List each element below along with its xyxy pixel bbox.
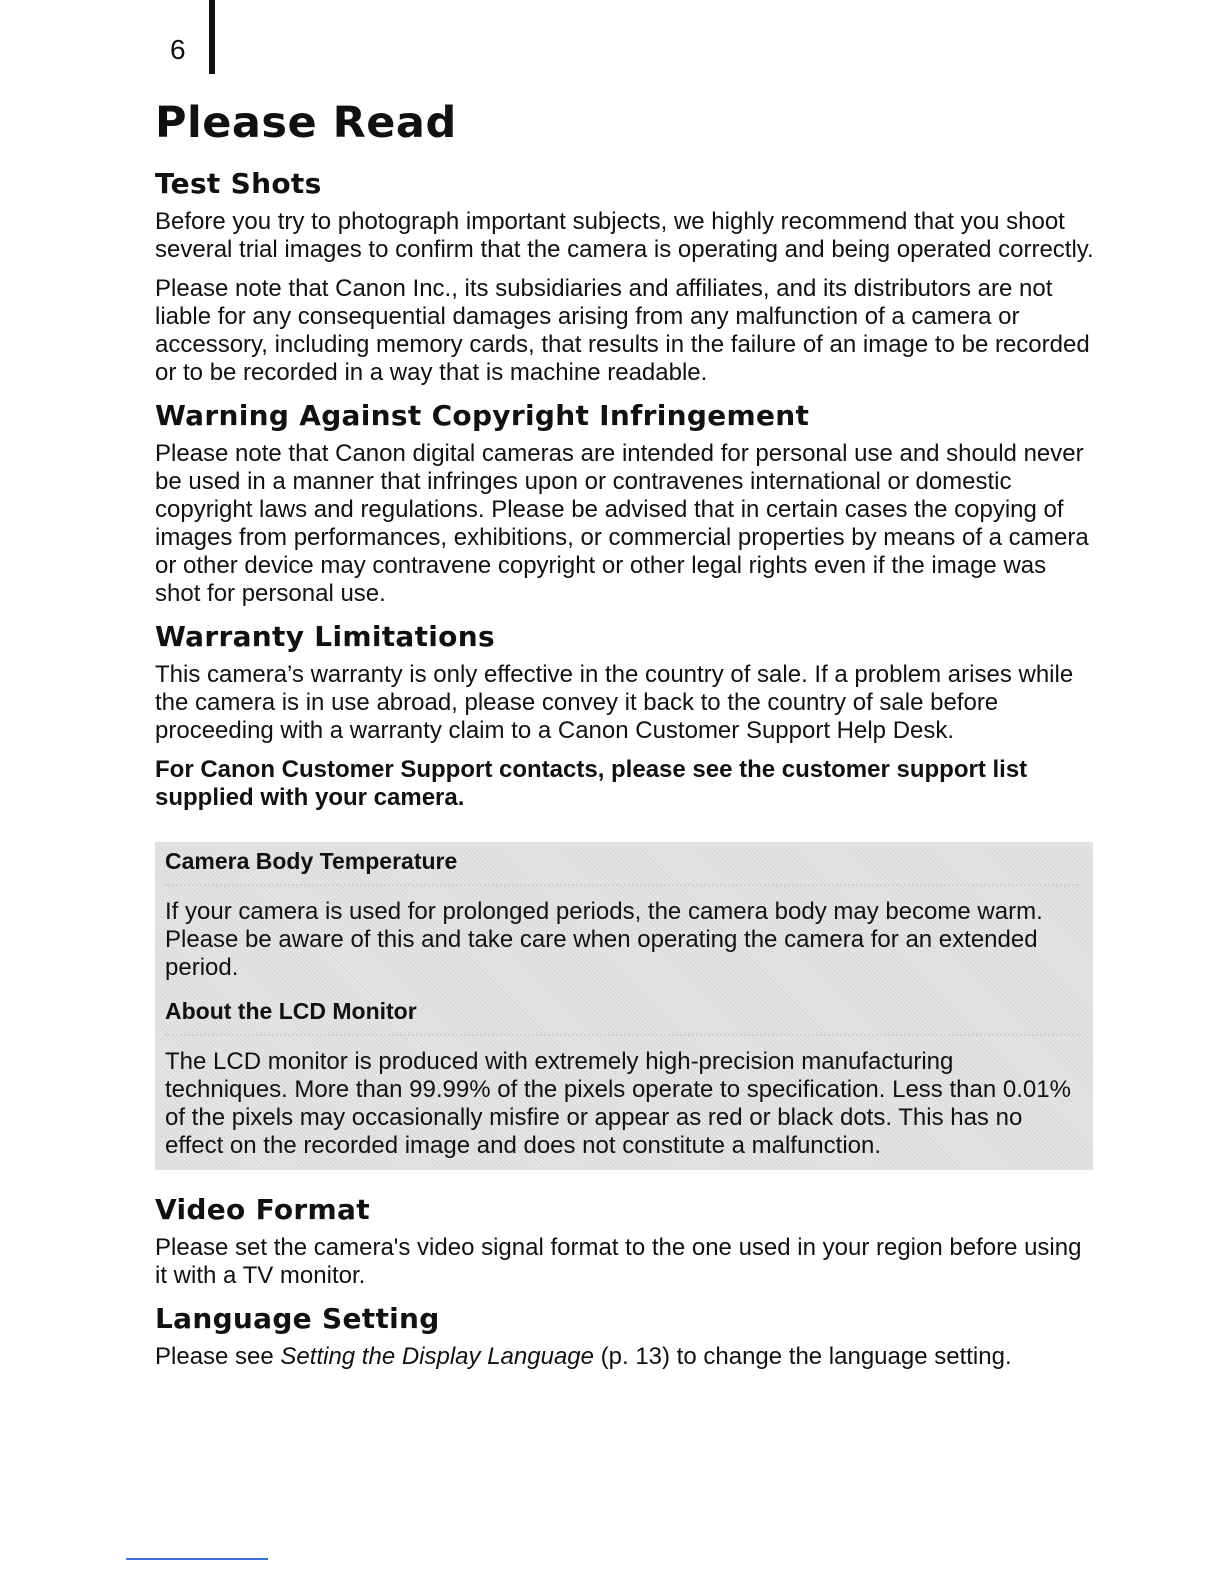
note-body-lcd: The LCD monitor is produced with extremely high-precision manufacturing techniques. More than 99.99% of the pixels operate to specification. Less than 0.01% of the pixels may occasionally misfire or appear as red or black dots. This has no effect on the recorded image and does not constitute a malfunction.: [165, 1048, 1071, 1159]
warranty-paragraph: This camera’s warranty is only effective in the country of sale. If a problem arises while the camera is in use abroad, please convey it back to the country of sale before proceeding with a warranty claim to a Canon Customer Support Help Desk.: [155, 661, 1074, 744]
heading-test-shots: Test Shots: [155, 167, 322, 200]
note-title-lcd: About the LCD Monitor: [165, 996, 1081, 1036]
notes-box: [155, 842, 1093, 1170]
language-setting-paragraph: [155, 1343, 1095, 1371]
page-number-rule: [209, 0, 215, 74]
footer-line: [126, 1558, 268, 1560]
language-prefix: Please see: [155, 1343, 281, 1370]
copyright-paragraph: Please note that Canon digital cameras are intended for personal use and should never be used in a manner that infringes upon or contravenes international or domestic copyright laws and regulations. Please be advised that in certain cases the copying of images from performances, exhibitions, or commercial properties by means of a camera or other device may contravene copyright or other legal rights even if the image was shot for personal use.: [155, 440, 1089, 607]
test-shots-paragraph-1: Before you try to photograph important subjects, we highly recommend that you shoot several trial images to confirm that the camera is operating and being operated correctly.: [155, 208, 1094, 263]
language-suffix: (p. 13) to change the language setting.: [593, 1343, 1012, 1370]
heading-copyright: Warning Against Copyright Infringement: [155, 399, 810, 432]
support-contacts-note: For Canon Customer Support contacts, please see the customer support list supplied with your camera.: [155, 756, 1028, 811]
heading-warranty: Warranty Limitations: [155, 620, 495, 653]
page-content: [155, 96, 1095, 1382]
page-title: Please Read: [155, 98, 457, 148]
display-language-reference: Setting the Display Language: [280, 1343, 594, 1370]
note-body-temperature: If your camera is used for prolonged periods, the camera body may become warm. Please be aware of this and take care when operating the camera for an extended period.: [165, 898, 1043, 981]
heading-language-setting: Language Setting: [155, 1302, 440, 1335]
note-title-temperature: Camera Body Temperature: [165, 846, 1081, 886]
heading-video-format: Video Format: [155, 1193, 370, 1226]
video-format-paragraph: Please set the camera's video signal format to the one used in your region before using it with a TV monitor.: [155, 1234, 1082, 1289]
page-number: 6: [170, 34, 186, 65]
test-shots-paragraph-2: Please note that Canon Inc., its subsidiaries and affiliates, and its distributors are not liable for any consequential damages arising from any malfunction of a camera or accessory, including memory cards, that results in the failure of an image to be recorded or to be recorded in a way that is machine readable.: [155, 275, 1090, 386]
